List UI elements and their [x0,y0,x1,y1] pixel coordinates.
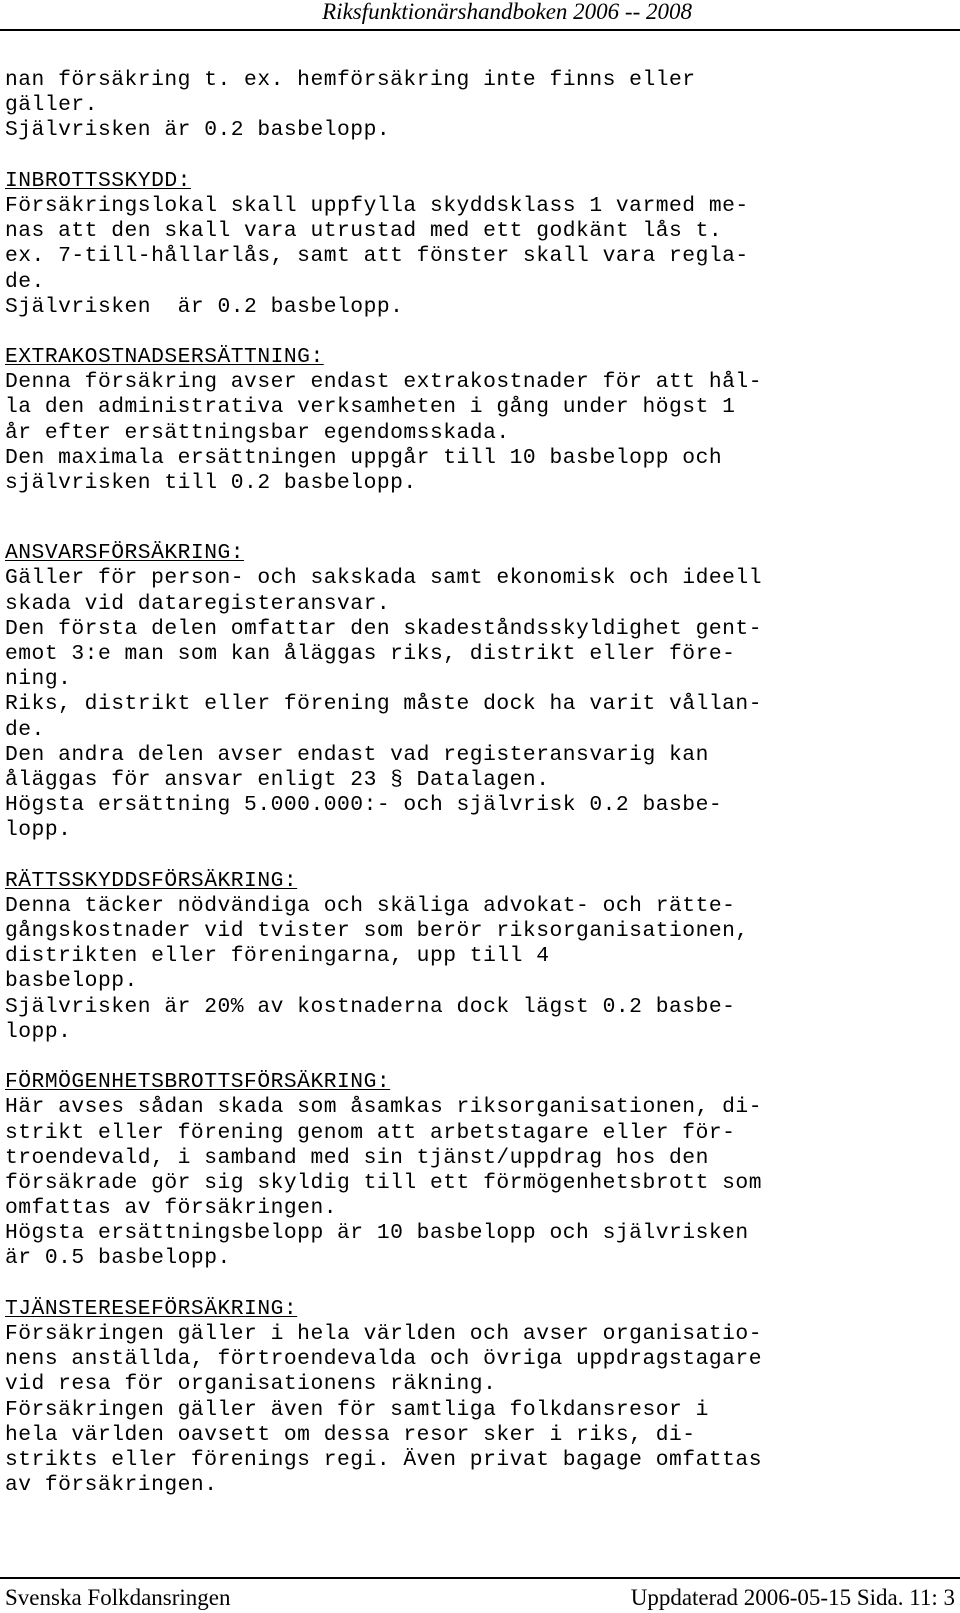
text-line: nas att den skall vara utrustad med ett godkänt lås t. [5,219,723,244]
text-line: Gäller för person- och sakskada samt ekonomisk och ideell [5,566,762,591]
intro-paragraph [5,68,955,144]
section-rattsskyddsforsakring [5,869,955,1045]
header-rule [0,29,960,31]
section-heading: ANSVARSFÖRSÄKRING: [5,541,245,566]
text-line: Den andra delen avser endast vad registeransvarig kan [5,742,709,767]
text-line: Här avses sådan skada som åsamkas riksorganisationen, di- [5,1095,762,1120]
text-line: Försäkringen gäller även för samtliga folkdansresor i [5,1397,709,1422]
text-line: Självrisken är 0.2 basbelopp. [5,294,404,319]
text-line: gäller. [5,93,98,118]
text-line: Denna försäkring avser endast extrakostnader för att hål- [5,370,762,395]
text-line: år efter ersättningsbar egendomsskada. [5,420,510,445]
text-line: lopp. [5,1019,72,1044]
section-ansvarsforsakring [5,541,955,843]
text-line: la den administrativa verksamheten i gång under högst 1 [5,395,736,420]
section-tjansteresesforsakring [5,1297,955,1499]
text-line: strikt eller förening genom att arbetstagare eller för- [5,1120,736,1145]
text-line: omfattas av försäkringen. [5,1196,338,1221]
section-inbrottsskydd [5,169,955,320]
text-line: Riks, distrikt eller förening måste dock ha varit vållan- [5,692,762,717]
text-line: Den första delen omfattar den skadeståndsskyldighet gent- [5,616,762,641]
section-heading: INBROTTSSKYDD: [5,168,191,193]
text-line: av försäkringen. [5,1473,218,1498]
text-line: Den maximala ersättningen uppgår till 10 basbelopp och [5,445,723,470]
section-heading: TJÄNSTERESEFÖRSÄKRING: [5,1296,298,1321]
text-line: nens anställda, förtroendevalda och övriga uppdragstagare [5,1347,762,1372]
text-line: Försäkringslokal skall uppfylla skyddsklass 1 varmed me- [5,193,749,218]
text-line: Högsta ersättning 5.000.000:- och självrisk 0.2 basbe- [5,793,723,818]
text-line: vid resa för organisationens räkning. [5,1372,497,1397]
text-line: är 0.5 basbelopp. [5,1246,231,1271]
section-extrakostnadsersattning [5,345,955,496]
section-heading: FÖRMÖGENHETSBROTTSFÖRSÄKRING: [5,1070,391,1095]
text-line: Självrisken är 20% av kostnaderna dock lägst 0.2 basbe- [5,994,736,1019]
text-line: hela världen oavsett om dessa resor sker i riks, di- [5,1422,696,1447]
text-line: de. [5,269,45,294]
footer-organization: Svenska Folkdansringen [5,1585,231,1610]
document-body [5,68,955,1498]
text-line: nan försäkring t. ex. hemförsäkring inte finns eller [5,68,696,92]
section-heading: EXTRAKOSTNADSERSÄTTNING: [5,345,324,370]
text-line: Försäkringen gäller i hela världen och avser organisatio- [5,1322,762,1346]
footer-rule [0,1577,960,1579]
text-line: Självrisken är 0.2 basbelopp. [5,118,391,143]
text-line: troendevald, i samband med sin tjänst/uppdrag hos den [5,1145,709,1170]
text-line: ning. [5,667,72,692]
text-line: distrikten eller föreningarna, upp till 4 [5,944,550,969]
text-line: gångskostnader vid tvister som berör riksorganisationen, [5,919,749,943]
text-line: åläggas för ansvar enligt 23 § Datalagen. [5,767,550,792]
text-line: de. [5,717,45,742]
text-line: emot 3:e man som kan åläggas riks, distrikt eller före- [5,641,736,666]
footer-updated-page: Uppdaterad 2006-05-15 Sida. 11: 3 [630,1585,955,1610]
text-line: Denna täcker nödvändiga och skäliga advokat- och rätte- [5,893,736,918]
text-line: basbelopp. [5,969,138,994]
text-line: lopp. [5,818,72,843]
text-line: Högsta ersättningsbelopp är 10 basbelopp och självrisken [5,1221,749,1246]
text-line: skada vid dataregisteransvar. [5,591,391,616]
text-line: strikts eller förenings regi. Även privat bagage omfattas [5,1447,762,1472]
text-line: ex. 7-till-hållarlås, samt att fönster skall vara regla- [5,244,749,269]
text-line: självrisken till 0.2 basbelopp. [5,471,417,495]
text-line: försäkrade gör sig skyldig till ett förmögenhetsbrott som [5,1170,762,1195]
page-header-title: Riksfunktionärshandboken 2006 -- 2008 [322,0,692,24]
section-formogenhetsbrottsforsakring [5,1070,955,1272]
section-heading: RÄTTSSKYDDSFÖRSÄKRING: [5,868,298,893]
